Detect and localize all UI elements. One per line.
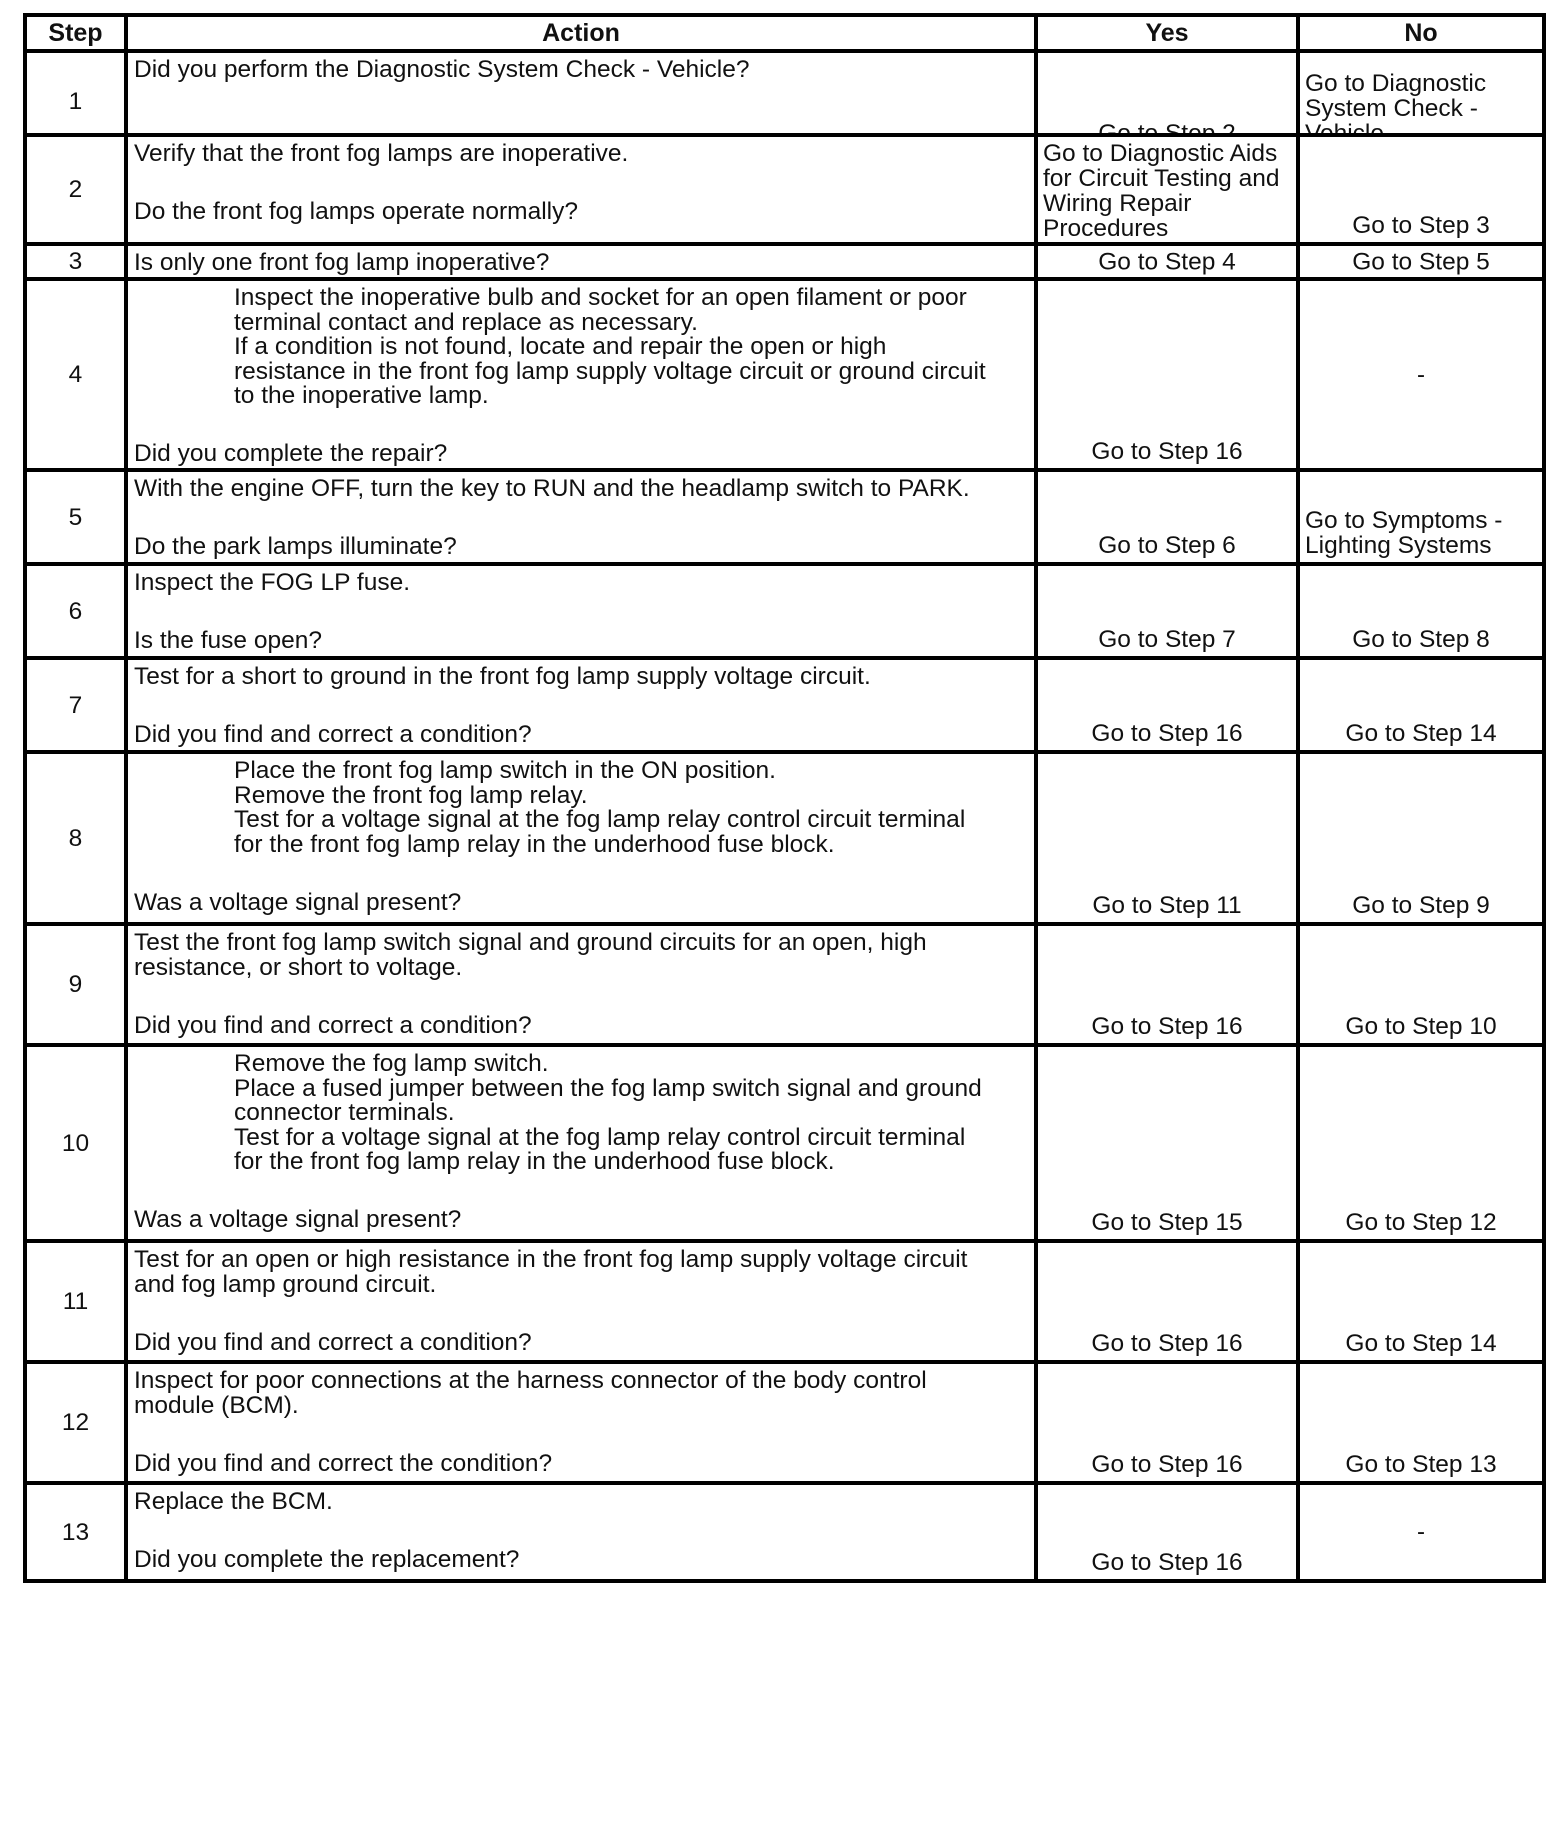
step-number: 5 xyxy=(23,468,128,566)
no-cell xyxy=(1296,656,1546,754)
action-line: module (BCM). xyxy=(134,1392,299,1419)
no-cell xyxy=(1296,1043,1546,1243)
action-line: and fog lamp ground circuit. xyxy=(134,1271,437,1298)
action-line: Verify that the front fog lamps are inoperative. xyxy=(134,140,629,167)
header-step: Step xyxy=(23,13,128,53)
yes-answer: Go to Step 16 xyxy=(1091,720,1243,747)
yes-cell xyxy=(1034,468,1300,566)
action-text xyxy=(124,133,1038,246)
action-line: terminal contact and replace as necessary. xyxy=(234,309,698,336)
yes-cell xyxy=(1034,562,1300,660)
no-cell xyxy=(1296,562,1546,660)
yes-cell xyxy=(1034,1043,1300,1243)
yes-cell xyxy=(1034,1481,1300,1583)
action-line: Did you complete the repair? xyxy=(134,440,448,467)
action-line: connector terminals. xyxy=(234,1099,455,1126)
action-line: for the front fog lamp relay in the underhood fuse block. xyxy=(234,1148,835,1175)
no-line: System Check - xyxy=(1305,95,1478,122)
no-answer: Go to Step 8 xyxy=(1352,626,1490,653)
no-answer: Go to Step 14 xyxy=(1345,720,1497,747)
no-cell xyxy=(1296,468,1546,566)
action-text xyxy=(124,656,1038,754)
yes-answer: Go to Step 16 xyxy=(1091,1451,1243,1478)
no-cell xyxy=(1296,133,1546,246)
no-line: Lighting Systems xyxy=(1305,532,1492,559)
action-line: Place the front fog lamp switch in the ON position. xyxy=(234,757,776,784)
action-line: Was a voltage signal present? xyxy=(134,1206,462,1233)
yes-line: for Circuit Testing and xyxy=(1043,165,1280,192)
action-line: Test for an open or high resistance in the front fog lamp supply voltage circuit xyxy=(134,1246,968,1273)
step-number: 10 xyxy=(23,1043,128,1243)
step-number: 3 xyxy=(23,242,128,281)
action-text xyxy=(124,922,1038,1047)
no-cell xyxy=(1296,922,1546,1047)
no-answer-dash: - xyxy=(1417,1518,1425,1546)
header-yes: Yes xyxy=(1034,13,1300,53)
no-cell xyxy=(1296,242,1546,281)
action-line: Did you find and correct the condition? xyxy=(134,1450,553,1477)
action-line: Was a voltage signal present? xyxy=(134,889,462,916)
action-line: Did you find and correct a condition? xyxy=(134,721,532,748)
action-line: Did you perform the Diagnostic System Check - Vehicle? xyxy=(134,56,750,83)
action-text xyxy=(124,1360,1038,1485)
action-line: Inspect the FOG LP fuse. xyxy=(134,569,410,596)
action-line: If a condition is not found, locate and repair the open or high xyxy=(234,333,887,360)
no-cell xyxy=(1296,277,1546,472)
yes-cell xyxy=(1034,922,1300,1047)
action-line: Replace the BCM. xyxy=(134,1488,333,1515)
step-number: 6 xyxy=(23,562,128,660)
yes-cell xyxy=(1034,277,1300,472)
step-number: 11 xyxy=(23,1239,128,1364)
action-text xyxy=(124,277,1038,472)
yes-answer: Go to Step 15 xyxy=(1091,1209,1243,1236)
no-answer: Go to Step 5 xyxy=(1352,248,1490,275)
action-line: Remove the front fog lamp relay. xyxy=(234,782,588,809)
action-line: Test the front fog lamp switch signal and ground circuits for an open, high xyxy=(134,929,927,956)
yes-answer: Go to Step 16 xyxy=(1091,438,1243,465)
step-number: 4 xyxy=(23,277,128,472)
yes-cell xyxy=(1034,1360,1300,1485)
yes-answer: Go to Step 11 xyxy=(1092,892,1242,919)
step-number: 8 xyxy=(23,750,128,926)
action-line: Test for a short to ground in the front fog lamp supply voltage circuit. xyxy=(134,663,871,690)
yes-line: Wiring Repair xyxy=(1043,190,1192,217)
action-text xyxy=(124,750,1038,926)
yes-line: Procedures xyxy=(1043,215,1169,242)
yes-cell xyxy=(1034,133,1300,246)
step-number: 13 xyxy=(23,1481,128,1583)
yes-answer: Go to Step 16 xyxy=(1091,1330,1243,1357)
action-line: Is only one front fog lamp inoperative? xyxy=(134,249,550,276)
action-line: Did you find and correct a condition? xyxy=(134,1329,532,1356)
no-answer: Go to Step 9 xyxy=(1352,892,1490,919)
action-line: Remove the fog lamp switch. xyxy=(234,1050,549,1077)
no-answer: Go to Step 13 xyxy=(1345,1451,1497,1478)
yes-cell xyxy=(1034,750,1300,926)
action-line: Test for a voltage signal at the fog lamp relay control circuit terminal xyxy=(234,806,966,833)
action-text xyxy=(124,468,1038,566)
yes-cell xyxy=(1034,1239,1300,1364)
action-text xyxy=(124,1239,1038,1364)
no-cell xyxy=(1296,1360,1546,1485)
action-line: for the front fog lamp relay in the underhood fuse block. xyxy=(234,831,835,858)
action-text xyxy=(124,1481,1038,1583)
yes-answer: Go to Step 7 xyxy=(1098,626,1236,653)
action-line: resistance in the front fog lamp supply voltage circuit or ground circuit xyxy=(234,358,986,385)
no-cell xyxy=(1296,1481,1546,1583)
yes-cell xyxy=(1034,242,1300,281)
header-no: No xyxy=(1296,13,1546,53)
action-line: Place a fused jumper between the fog lamp switch signal and ground xyxy=(234,1075,982,1102)
action-line: to the inoperative lamp. xyxy=(234,382,489,409)
action-line: Did you complete the replacement? xyxy=(134,1546,520,1573)
action-line: Did you find and correct a condition? xyxy=(134,1012,532,1039)
yes-answer: Go to Step 16 xyxy=(1091,1549,1243,1576)
step-number: 9 xyxy=(23,922,128,1047)
step-number: 7 xyxy=(23,656,128,754)
yes-line: Go to Diagnostic Aids xyxy=(1043,140,1278,167)
action-line: Inspect the inoperative bulb and socket for an open filament or poor xyxy=(234,284,967,311)
no-cell xyxy=(1296,1239,1546,1364)
action-line: resistance, or short to voltage. xyxy=(134,954,463,981)
yes-answer: Go to Step 16 xyxy=(1091,1013,1243,1040)
action-text xyxy=(124,562,1038,660)
action-text xyxy=(124,1043,1038,1243)
action-line: Test for a voltage signal at the fog lamp relay control circuit terminal xyxy=(234,1124,966,1151)
yes-answer: Go to Step 4 xyxy=(1098,248,1236,275)
action-line: Do the front fog lamps operate normally? xyxy=(134,198,578,225)
header-action: Action xyxy=(124,13,1038,53)
diagnostic-table xyxy=(23,13,1546,1825)
no-line: Go to Symptoms - xyxy=(1305,507,1503,534)
step-number: 12 xyxy=(23,1360,128,1485)
yes-answer: Go to Step 6 xyxy=(1098,532,1236,559)
yes-cell xyxy=(1034,656,1300,754)
no-cell xyxy=(1296,750,1546,926)
no-answer: Go to Step 10 xyxy=(1345,1013,1497,1040)
no-answer: Go to Step 14 xyxy=(1345,1330,1497,1357)
action-line: Is the fuse open? xyxy=(134,627,322,654)
step-number: 2 xyxy=(23,133,128,246)
no-answer-dash: - xyxy=(1417,361,1425,388)
no-line: Go to Diagnostic xyxy=(1305,70,1487,97)
no-answer: Go to Step 12 xyxy=(1345,1209,1497,1236)
no-answer: Go to Step 3 xyxy=(1352,212,1490,239)
action-line: Do the park lamps illuminate? xyxy=(134,533,457,560)
action-text xyxy=(124,242,1038,281)
step-number: 1 xyxy=(23,49,128,154)
action-line: With the engine OFF, turn the key to RUN and the headlamp switch to PARK. xyxy=(134,475,970,502)
action-line: Inspect for poor connections at the harness connector of the body control xyxy=(134,1367,927,1394)
